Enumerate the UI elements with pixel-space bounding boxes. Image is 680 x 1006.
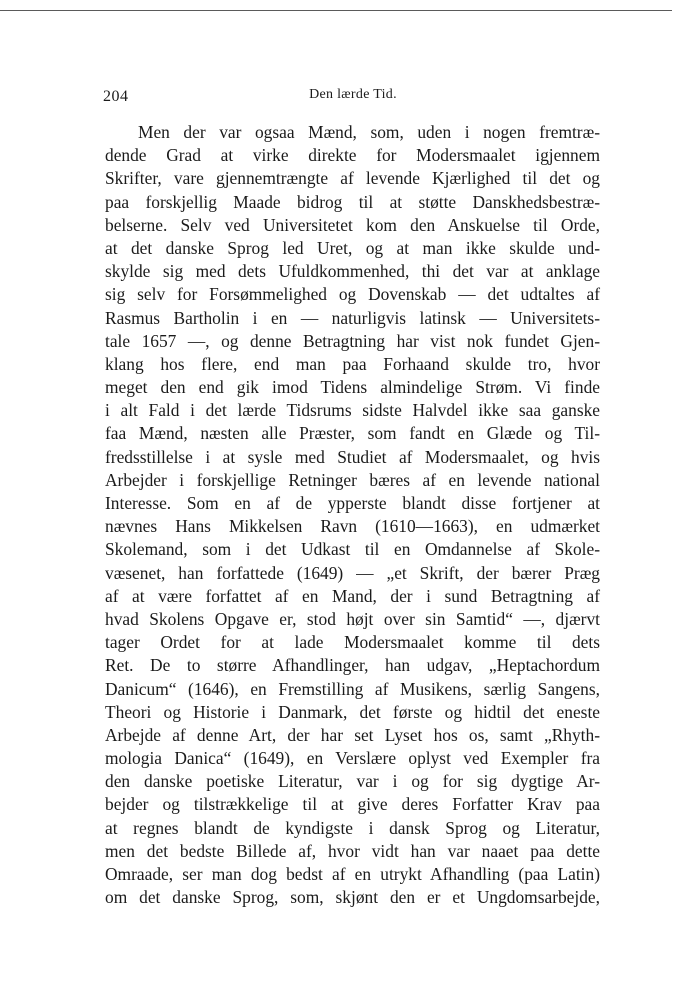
text-line: tale 1657 —, og denne Betragtning har vist nok fundet Gjen- <box>105 330 600 351</box>
body-text <box>105 121 600 909</box>
text-line: Rasmus Bartholin i en — naturligvis latinsk — Universitets- <box>105 307 600 328</box>
text-line: sig selv for Forsømmelighed og Dovenskab — det udtaltes af <box>105 284 600 305</box>
text-line: faa Mænd, næsten alle Præster, som fandt en Glæde og Til- <box>105 423 600 444</box>
text-line: Skolemand, som i det Udkast til en Omdannelse af Skole- <box>105 539 600 560</box>
text-line: Men der var ogsaa Mænd, som, uden i nogen fremtræ- <box>138 122 600 142</box>
text-line: den danske poetiske Literatur, var i og for sig dygtige Ar- <box>105 771 600 792</box>
text-line: paa forskjellig Maade bidrog til at støtte Danskhedsbestræ- <box>105 191 600 212</box>
text-line: mologia Danica“ (1649), en Verslære oplyst ved Exempler fra <box>105 748 600 769</box>
text-line: at regnes blandt de kyndigste i dansk Sprog og Literatur, <box>105 817 600 838</box>
top-rule <box>0 10 672 11</box>
text-line: men det bedste Billede af, hvor vidt han var naaet paa dette <box>105 840 600 861</box>
text-line: Danicum“ (1646), en Fremstilling af Musikens, særlig Sangens, <box>105 678 600 699</box>
text-line: meget den end gik imod Tidens almindelige Strøm. Vi finde <box>105 377 600 398</box>
text-line: Arbejde af denne Art, der har set Lyset hos os, samt „Rhyth- <box>105 724 600 745</box>
text-line: klang hos flere, end man paa Forhaand skulde tro, hvor <box>105 353 600 374</box>
text-line: belserne. Selv ved Universitetet kom den Anskuelse til Orde, <box>105 214 600 235</box>
text-line: væsenet, han forfattede (1649) — „et Skrift, der bærer Præg <box>105 562 600 583</box>
text-line: nævnes Hans Mikkelsen Ravn (1610—1663), en udmærket <box>105 516 600 537</box>
text-line: fredsstillelse i at sysle med Studiet af Modersmaalet, og hvis <box>105 446 600 467</box>
text-line: Theori og Historie i Danmark, det første og hidtil det eneste <box>105 701 600 722</box>
text-line: at det danske Sprog led Uret, og at man ikke skulde und- <box>105 237 600 258</box>
text-line: i alt Fald i det lærde Tidsrums sidste Halvdel ikke saa ganske <box>105 400 600 421</box>
text-line: af at være forfattet af en Mand, der i sund Betragtning af <box>105 585 600 606</box>
text-line: skylde sig med dets Ufuldkommenhed, thi det var at anklage <box>105 261 600 282</box>
running-title: Den lærde Tid. <box>309 87 397 102</box>
text-line: hvad Skolens Opgave er, stod højt over sin Samtid“ —, djærvt <box>105 608 600 629</box>
text-line: Omraade, ser man dog bedst af en utrykt Afhandling (paa Latin) <box>105 864 600 884</box>
text-line: dende Grad at virke direkte for Modersmaalet igjennem <box>105 145 600 166</box>
text-line: tager Ordet for at lade Modersmaalet komme til dets <box>105 632 600 653</box>
text-line: Ret. De to større Afhandlinger, han udgav, „Heptachordum <box>105 655 600 676</box>
text-line: bejder og tilstrækkelige til at give deres Forfatter Krav paa <box>105 794 600 815</box>
text-line: Arbejder i forskjellige Retninger bæres af en levende national <box>105 469 600 490</box>
page-number: 204 <box>103 88 129 105</box>
text-line: om det danske Sprog, som, skjønt den er et Ungdomsarbejde, <box>105 887 600 908</box>
text-line: Interesse. Som en af de ypperste blandt disse fortjener at <box>105 493 600 513</box>
text-line: Skrifter, vare gjennemtrængte af levende Kjærlighed til det og <box>105 168 600 189</box>
